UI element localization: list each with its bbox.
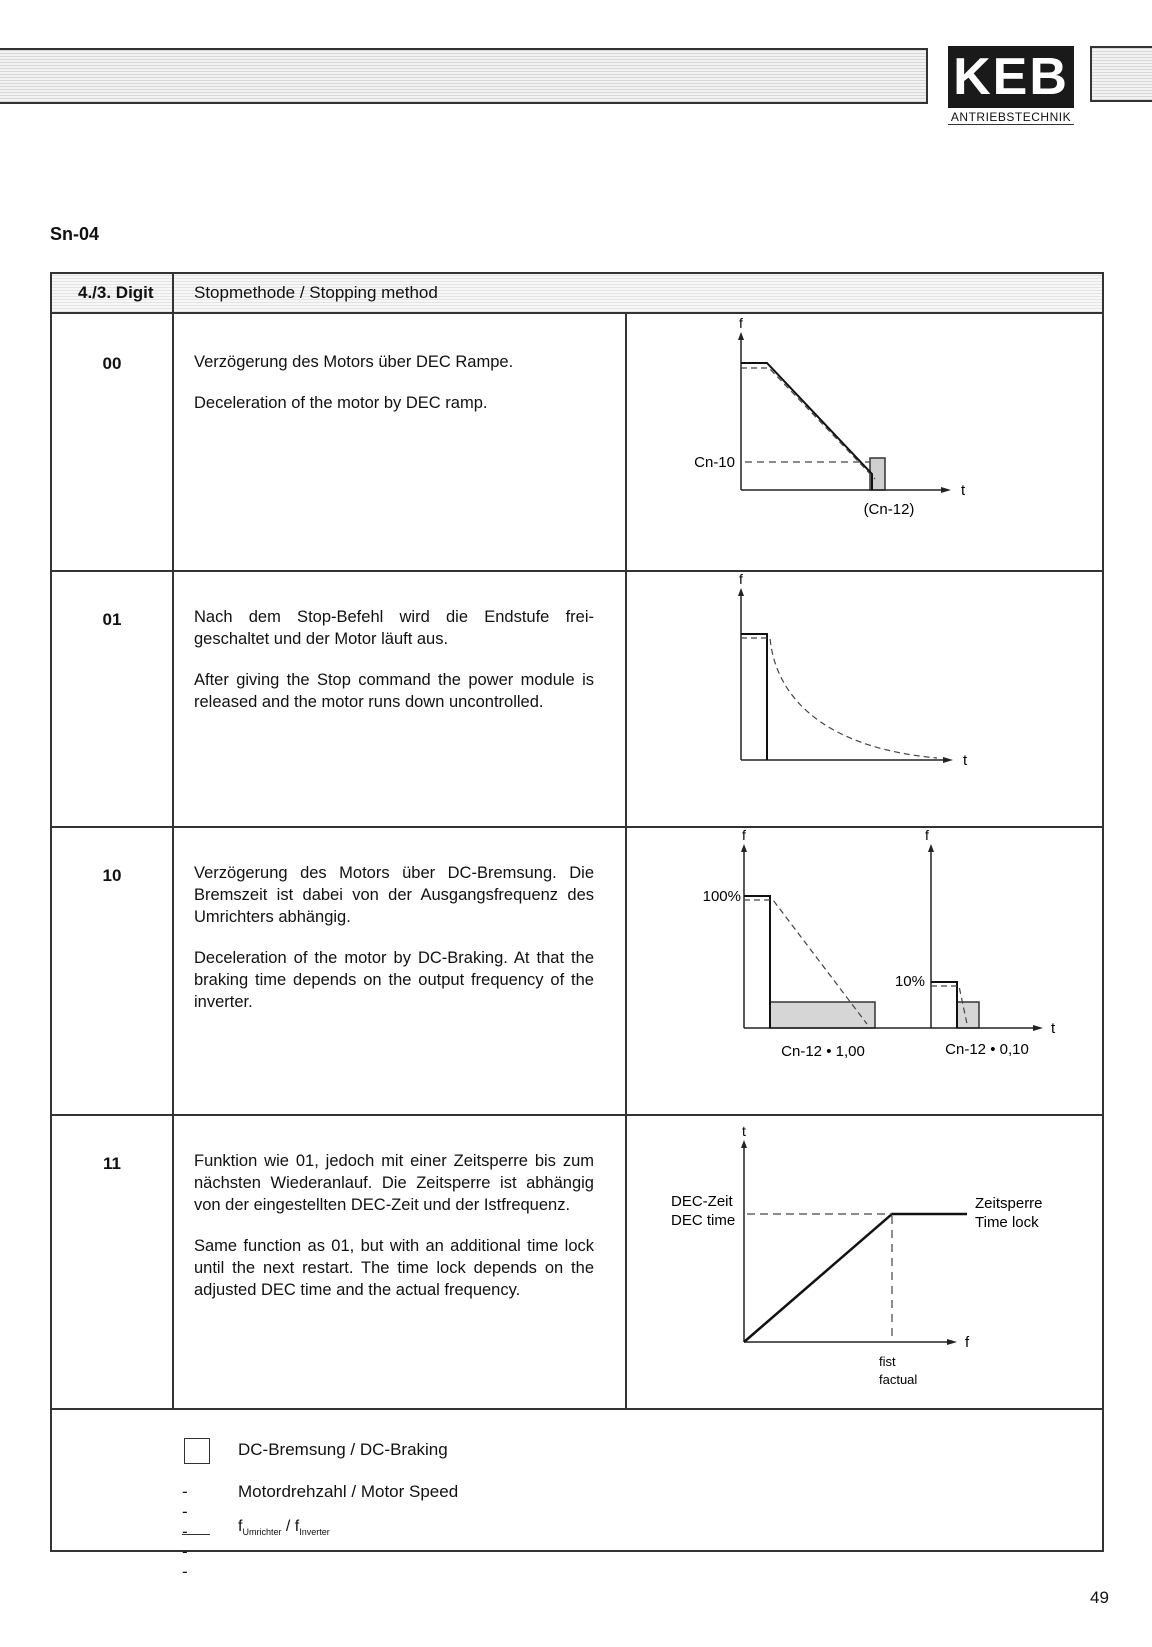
row-01-motor-speed — [741, 638, 937, 758]
row-11-label-dec-en: DEC time — [671, 1212, 736, 1229]
row-11-label-lock-de: Zeitsperre — [975, 1195, 1043, 1212]
row-00-text-de: Verzögerung des Motors über DEC Rampe. — [194, 353, 514, 371]
row-10-text-en: Deceleration of the motor by DC-Braking. At that the braking time depends on the output frequency of the inverter. — [194, 949, 594, 1011]
row-01-label-y: f — [739, 572, 743, 587]
row-11-description — [194, 1150, 594, 1320]
row-10-label-cn12-100: Cn-12 • 1,00 — [781, 1043, 865, 1060]
legend-dashed-line: ----- — [182, 1482, 188, 1581]
legend-motor-speed-label: Motordrehzahl / Motor Speed — [238, 1482, 459, 1501]
col2-header: Stopmethode / Stopping method — [194, 283, 438, 302]
row-10-dc-brake-area-left — [770, 1002, 875, 1028]
row-10-y-arrow-right — [928, 844, 934, 852]
row-10-label-10: 10% — [894, 973, 925, 990]
row-11-diagram — [627, 1116, 1097, 1406]
row-00-diagram — [627, 314, 1097, 568]
row-11-label-dec-de: DEC-Zeit — [671, 1193, 733, 1210]
column-divider-1 — [172, 274, 174, 1408]
row-00-label-cn12: (Cn-12) — [863, 501, 915, 518]
legend-f-inverter: / f — [281, 1518, 300, 1535]
page-number: 49 — [1090, 1588, 1109, 1607]
row-00-label-cn10: Cn-10 — [694, 454, 735, 471]
logo-subtitle: ANTRIEBSTECHNIK — [948, 110, 1074, 125]
row-10-description — [194, 862, 594, 1032]
section-id: Sn-04 — [50, 224, 100, 244]
row-11-text-de: Funktion wie 01, jedoch mit einer Zeitsperre bis zum nächsten Wiederanlauf. Die Zeitsperre ist abhängig von der eingestellten DEC-Zeit und der Istfrequenz. — [194, 1152, 594, 1214]
row-01-description — [194, 606, 594, 732]
row-00-code: 00 — [102, 354, 122, 373]
row-11-label-x: f — [965, 1334, 970, 1351]
row-divider-4 — [52, 1408, 1102, 1410]
legend-f-umrichter: f — [238, 1518, 243, 1535]
row-11-x-arrow — [947, 1339, 957, 1345]
row-10-dc-brake-area-right — [957, 1002, 979, 1028]
header-bar-right — [1090, 46, 1152, 102]
row-11-label-y: t — [742, 1123, 746, 1139]
keb-logo: KEB — [948, 46, 1074, 108]
row-00-y-arrow — [738, 332, 744, 340]
row-11-y-arrow — [741, 1140, 747, 1148]
row-10-inverter-frequency-right — [931, 982, 957, 1028]
row-10-label-x: t — [1051, 1020, 1056, 1037]
legend-sub-umrichter: Umrichter — [242, 1527, 282, 1538]
col1-header: 4./3. Digit — [78, 283, 154, 302]
header-bar — [0, 48, 928, 104]
row-10-y-arrow-left — [741, 844, 747, 852]
row-00-text-en: Deceleration of the motor by DEC ramp. — [194, 394, 488, 412]
row-01-y-arrow — [738, 588, 744, 596]
row-10-label-y-left: f — [742, 828, 746, 843]
row-01-text-en: After giving the Stop command the power module is released and the motor runs down uncontrolled. — [194, 671, 594, 711]
row-00-label-x: t — [961, 482, 966, 499]
row-10-diagram — [627, 828, 1097, 1112]
row-10-label-100: 100% — [702, 888, 741, 905]
row-01-inverter-frequency — [741, 634, 767, 760]
row-11-label-lock-en: Time lock — [975, 1214, 1039, 1231]
row-11-text-en: Same function as 01, but with an additional time lock until the next restart. The time lock depends on the adjusted DEC time and the actual frequency. — [194, 1237, 594, 1299]
row-01-code: 01 — [102, 610, 122, 629]
row-10-inverter-frequency-left — [744, 896, 770, 1028]
legend-inverter-frequency-label — [238, 1518, 330, 1537]
row-00-description — [194, 351, 594, 433]
legend-sub-inverter: Inverter — [299, 1527, 330, 1538]
row-10-x-arrow — [1033, 1025, 1043, 1031]
row-01-x-arrow — [943, 757, 953, 763]
row-00-x-arrow — [941, 487, 951, 493]
row-10-text-de: Verzögerung des Motors über DC-Bremsung. Die Bremszeit ist dabei von der Ausgangsfrequenz des Umrichters abhängig. — [194, 864, 594, 926]
row-01-label-x: t — [963, 752, 968, 769]
row-11-label-fist: fist — [879, 1354, 896, 1369]
legend-dc-braking-box — [184, 1438, 210, 1464]
row-01-text-de: Nach dem Stop-Befehl wird die Endstufe frei-geschaltet und der Motor läuft aus. — [194, 608, 594, 648]
row-10-label-y-right: f — [925, 828, 929, 843]
row-01-diagram — [627, 572, 1097, 824]
row-00-label-y: f — [739, 315, 743, 331]
stop-method-table — [50, 272, 1104, 1581]
row-10-label-cn12-010: Cn-12 • 0,10 — [945, 1041, 1029, 1058]
row-00-inverter-frequency — [741, 363, 872, 490]
legend-solid-line — [182, 1534, 210, 1535]
legend-dc-braking-label: DC-Bremsung / DC-Braking — [238, 1440, 448, 1459]
row-11-code: 11 — [103, 1154, 121, 1173]
row-11-label-factual: factual — [879, 1372, 918, 1387]
row-11-time-lock-curve — [744, 1214, 967, 1342]
row-10-code: 10 — [102, 866, 122, 885]
